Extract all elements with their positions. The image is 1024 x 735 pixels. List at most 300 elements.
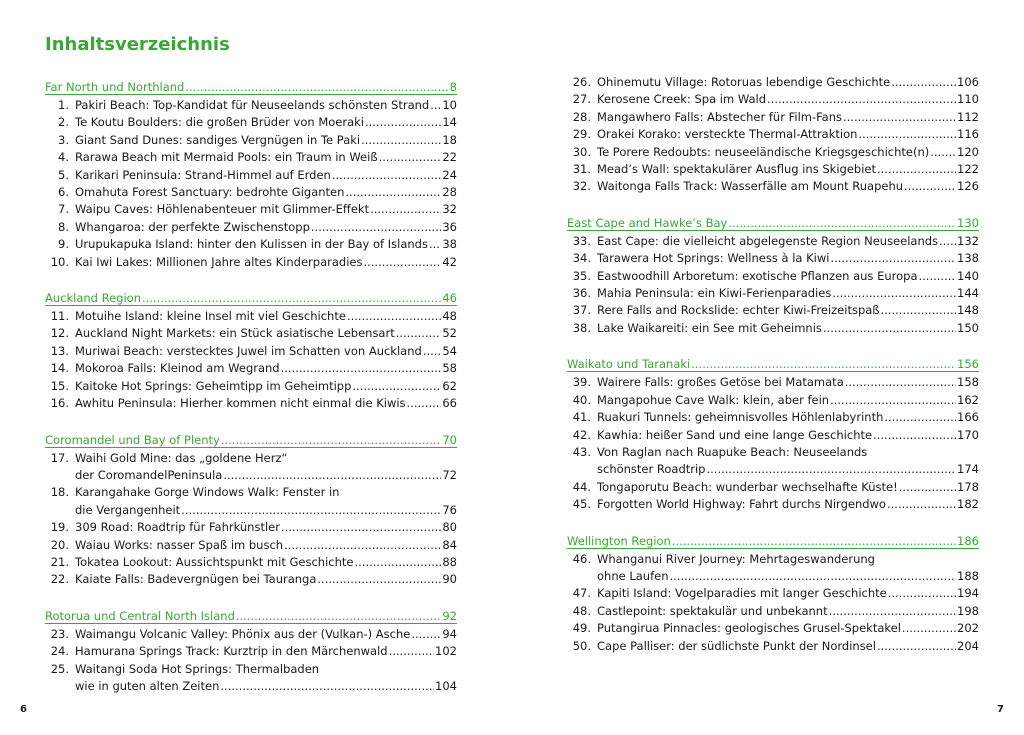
entry-title: Tongaporutu Beach: wunderbar wechselhafte Küste! bbox=[597, 479, 898, 494]
entry-line bbox=[597, 285, 979, 302]
entry-line bbox=[597, 144, 979, 161]
entry-page-number: 202 bbox=[957, 621, 979, 636]
entry-body bbox=[75, 554, 457, 571]
entry-page-number: 178 bbox=[957, 479, 979, 494]
dot-leader bbox=[873, 427, 956, 444]
entry-title: Te Koutu Boulders: die großen Brüder von Moeraki bbox=[75, 115, 364, 130]
entry-page-number: 10 bbox=[442, 98, 457, 112]
entry-page-number: 58 bbox=[442, 361, 457, 376]
entry-line bbox=[597, 603, 979, 620]
toc-entry[interactable] bbox=[45, 484, 457, 519]
entry-body bbox=[75, 626, 457, 643]
entry-body bbox=[75, 395, 457, 412]
dot-leader bbox=[361, 132, 441, 149]
toc-entry[interactable] bbox=[567, 603, 979, 620]
toc-section bbox=[45, 427, 457, 589]
entry-body bbox=[597, 250, 979, 267]
section-page-number: 8 bbox=[449, 80, 457, 94]
entry-title: Karikari Peninsula: Strand-Himmel auf Erden bbox=[75, 167, 331, 182]
dot-leader bbox=[281, 360, 442, 377]
entry-body bbox=[75, 643, 457, 660]
toc-entry[interactable] bbox=[567, 496, 979, 513]
entry-line bbox=[75, 395, 457, 412]
entry-number: 2. bbox=[58, 115, 69, 130]
section-title: Coromandel und Bay of Plenty bbox=[45, 432, 220, 447]
toc-entry[interactable] bbox=[45, 571, 457, 588]
toc-section bbox=[567, 528, 979, 655]
toc-entry[interactable] bbox=[45, 236, 457, 253]
entry-title: Pakiri Beach: Top-Kandidat für Neuseelands schönsten Strand bbox=[75, 98, 430, 112]
entry-number: 44. bbox=[572, 479, 591, 494]
entry-title: Eastwoodhill Arboretum: exotische Pflanzen aus Europa bbox=[597, 268, 918, 283]
entry-body bbox=[75, 484, 457, 519]
entry-number: 11. bbox=[50, 309, 69, 324]
entry-number: 21. bbox=[50, 554, 69, 569]
toc-column-left bbox=[45, 74, 457, 709]
entry-line bbox=[597, 320, 979, 337]
entry-body bbox=[597, 603, 979, 620]
dot-leader bbox=[423, 343, 442, 360]
entry-page-number: 188 bbox=[957, 568, 979, 583]
entry-page-number: 174 bbox=[957, 462, 979, 477]
entry-number: 19. bbox=[50, 520, 69, 535]
entry-page-number: 52 bbox=[442, 326, 457, 341]
toc-section bbox=[45, 285, 457, 412]
entry-title: Awhitu Peninsula: Hierher kommen nicht einmal die Kiwis bbox=[75, 396, 406, 411]
entry-number: 24. bbox=[50, 644, 69, 659]
toc-entry[interactable] bbox=[45, 643, 457, 660]
entry-number: 4. bbox=[58, 150, 69, 165]
entry-page-number: 76 bbox=[442, 502, 457, 517]
entry-number: 12. bbox=[50, 326, 69, 341]
entry-line bbox=[597, 427, 979, 444]
dot-leader bbox=[884, 409, 956, 426]
entry-page-number: 182 bbox=[957, 497, 979, 512]
toc-section bbox=[45, 603, 457, 696]
dot-leader bbox=[845, 374, 956, 391]
entry-number: 6. bbox=[58, 185, 69, 200]
toc-entry[interactable] bbox=[45, 554, 457, 571]
entry-number: 48. bbox=[572, 603, 591, 618]
entry-line bbox=[597, 409, 979, 426]
entry-line bbox=[75, 571, 457, 588]
entry-number: 40. bbox=[572, 392, 591, 407]
entry-page-number: 112 bbox=[957, 109, 979, 124]
dot-leader bbox=[181, 502, 441, 519]
section-heading[interactable] bbox=[567, 351, 979, 372]
toc-section bbox=[45, 74, 457, 271]
entry-number: 41. bbox=[572, 410, 591, 425]
toc-entry[interactable] bbox=[45, 201, 457, 218]
entry-page-number: 158 bbox=[957, 375, 979, 390]
entry-line bbox=[597, 496, 979, 513]
entry-body bbox=[597, 233, 979, 250]
entry-page-number: 14 bbox=[442, 115, 457, 130]
dot-leader bbox=[904, 178, 956, 195]
toc-entry[interactable] bbox=[45, 254, 457, 271]
entry-body bbox=[597, 302, 979, 319]
entry-title: Auckland Night Markets: ein Stück asiatische Lebensart bbox=[75, 326, 395, 341]
entry-body bbox=[75, 661, 457, 696]
dot-leader bbox=[881, 302, 957, 319]
dot-leader bbox=[429, 236, 441, 253]
entry-number: 35. bbox=[572, 268, 591, 283]
dot-leader bbox=[939, 233, 956, 250]
toc-entry[interactable] bbox=[45, 308, 457, 325]
entry-page-number: 80 bbox=[442, 520, 457, 535]
page-title: Inhaltsverzeichnis bbox=[45, 34, 230, 55]
entry-line bbox=[75, 343, 457, 360]
dot-leader bbox=[888, 585, 956, 602]
entry-page-number: 28 bbox=[442, 185, 457, 200]
toc-entry[interactable] bbox=[45, 360, 457, 377]
entry-number: 9. bbox=[58, 237, 69, 252]
entry-line bbox=[75, 378, 457, 395]
entry-number: 18. bbox=[50, 485, 69, 500]
dot-leader bbox=[236, 609, 441, 623]
entry-title: Forgotten World Highway: Fahrt durchs Nirgendwo bbox=[597, 497, 886, 512]
dot-leader bbox=[843, 109, 956, 126]
section-title: Auckland Region bbox=[45, 291, 141, 306]
toc-entry[interactable] bbox=[45, 184, 457, 201]
entry-line bbox=[597, 109, 979, 126]
entry-title: Karangahake Gorge Windows Walk: Fenster in bbox=[75, 485, 340, 500]
toc-entry[interactable] bbox=[45, 626, 457, 643]
entry-body bbox=[75, 537, 457, 554]
entry-line bbox=[75, 360, 457, 377]
entry-number: 27. bbox=[572, 92, 591, 107]
entry-page-number: 166 bbox=[957, 410, 979, 425]
entry-page-number: 204 bbox=[957, 638, 979, 653]
entry-body bbox=[597, 285, 979, 302]
entry-number: 31. bbox=[572, 162, 591, 177]
entry-line bbox=[597, 161, 979, 178]
entry-body bbox=[597, 585, 979, 602]
dot-leader bbox=[396, 325, 442, 342]
entry-title: die Vergangenheit bbox=[75, 502, 181, 517]
entry-page-number: 148 bbox=[957, 303, 979, 318]
section-heading[interactable] bbox=[45, 603, 457, 624]
toc-entry[interactable] bbox=[567, 161, 979, 178]
dot-leader bbox=[379, 149, 442, 166]
entry-body bbox=[75, 236, 457, 253]
dot-leader bbox=[363, 254, 441, 271]
entry-page-number: 72 bbox=[442, 467, 457, 482]
toc-entry[interactable] bbox=[567, 638, 979, 655]
entry-line bbox=[75, 254, 457, 271]
dot-leader bbox=[767, 91, 956, 108]
dot-leader bbox=[919, 268, 957, 285]
entry-title: Mangawhero Falls: Abstecher für Film-Fans bbox=[597, 109, 842, 124]
toc-entry[interactable] bbox=[567, 268, 979, 285]
entry-title: Lake Waikareiti: ein See mit Geheimnis bbox=[597, 320, 822, 335]
toc-entry[interactable] bbox=[45, 114, 457, 131]
entry-body bbox=[597, 551, 979, 586]
section-title: Rotorua und Central North Island bbox=[45, 608, 235, 623]
toc-entry[interactable] bbox=[45, 149, 457, 166]
entry-line bbox=[75, 678, 457, 695]
entry-page-number: 36 bbox=[442, 219, 457, 234]
entry-page-number: 48 bbox=[442, 309, 457, 324]
dot-leader bbox=[672, 534, 956, 548]
toc-entry[interactable] bbox=[45, 537, 457, 554]
section-heading[interactable] bbox=[567, 210, 979, 231]
entry-number: 34. bbox=[572, 251, 591, 266]
entry-title: Whanganui River Journey: Mehrtageswanderung bbox=[597, 551, 875, 566]
entry-line bbox=[75, 484, 457, 501]
entry-number: 5. bbox=[58, 167, 69, 182]
dot-leader bbox=[728, 216, 956, 230]
entry-page-number: 38 bbox=[442, 237, 457, 252]
toc-entry[interactable] bbox=[45, 97, 457, 114]
entry-title: Omahuta Forest Sanctuary: bedrohte Giganten bbox=[75, 185, 345, 200]
toc-entry[interactable] bbox=[45, 325, 457, 342]
toc-section bbox=[567, 351, 979, 513]
section-title: Far North und Northland bbox=[45, 80, 185, 94]
entry-line bbox=[75, 114, 457, 131]
dot-leader bbox=[352, 378, 441, 395]
entry-line bbox=[75, 219, 457, 236]
toc-entry[interactable] bbox=[567, 126, 979, 143]
entry-line bbox=[75, 450, 457, 467]
entry-line bbox=[597, 551, 979, 568]
entry-body bbox=[597, 74, 979, 91]
entry-page-number: 90 bbox=[442, 572, 457, 587]
entry-number: 26. bbox=[572, 75, 591, 89]
entry-page-number: 110 bbox=[957, 92, 979, 107]
entry-line bbox=[75, 97, 457, 114]
toc-entry[interactable] bbox=[567, 74, 979, 91]
toc-section bbox=[567, 210, 979, 337]
toc-entry[interactable] bbox=[567, 392, 979, 409]
entry-title: Waitonga Falls Track: Wasserfälle am Mount Ruapehu bbox=[597, 179, 904, 194]
section-heading[interactable] bbox=[45, 74, 457, 95]
toc-entry[interactable] bbox=[45, 450, 457, 485]
entry-line bbox=[597, 233, 979, 250]
entry-page-number: 162 bbox=[957, 392, 979, 407]
entry-number: 36. bbox=[572, 286, 591, 301]
entry-body bbox=[75, 343, 457, 360]
entry-number: 46. bbox=[572, 551, 591, 566]
entry-body bbox=[597, 109, 979, 126]
toc-section bbox=[567, 74, 979, 196]
entry-line bbox=[75, 201, 457, 218]
entry-line bbox=[75, 149, 457, 166]
dot-leader bbox=[430, 97, 441, 114]
dot-leader bbox=[891, 74, 956, 91]
dot-leader bbox=[887, 496, 956, 513]
entry-number: 47. bbox=[572, 586, 591, 601]
entry-number: 50. bbox=[572, 638, 591, 653]
entry-title: Ruakuri Tunnels: geheimnisvolles Höhlenlabyrinth bbox=[597, 410, 884, 425]
section-title: Waikato und Taranaki bbox=[567, 357, 691, 372]
toc-entry[interactable] bbox=[567, 302, 979, 319]
right-page bbox=[512, 0, 1024, 735]
toc-entry[interactable] bbox=[45, 132, 457, 149]
page-number-left: 6 bbox=[20, 704, 27, 715]
toc-entry[interactable] bbox=[567, 109, 979, 126]
entry-body bbox=[75, 114, 457, 131]
toc-entry[interactable] bbox=[45, 343, 457, 360]
entry-body bbox=[75, 184, 457, 201]
entry-line bbox=[597, 638, 979, 655]
toc-entry[interactable] bbox=[567, 444, 979, 479]
dot-leader bbox=[830, 250, 956, 267]
entry-number: 25. bbox=[50, 661, 69, 676]
toc-entry[interactable] bbox=[567, 427, 979, 444]
dot-leader bbox=[858, 126, 956, 143]
dot-leader bbox=[407, 395, 442, 412]
entry-body bbox=[597, 444, 979, 479]
toc-entry[interactable] bbox=[567, 479, 979, 496]
entry-line bbox=[597, 302, 979, 319]
entry-title: Waitangi Soda Hot Springs: Thermalbaden bbox=[75, 661, 320, 676]
entry-title: ohne Laufen bbox=[597, 568, 669, 583]
entry-page-number: 54 bbox=[442, 343, 457, 358]
dot-leader bbox=[332, 167, 442, 184]
entry-line bbox=[597, 178, 979, 195]
entry-title: Kerosene Creek: Spa im Wald bbox=[597, 92, 767, 107]
dot-leader bbox=[389, 643, 434, 660]
section-page-number: 70 bbox=[442, 432, 457, 447]
entry-page-number: 88 bbox=[442, 554, 457, 569]
entry-line bbox=[75, 308, 457, 325]
entry-line bbox=[75, 554, 457, 571]
toc-entry[interactable] bbox=[567, 285, 979, 302]
entry-line bbox=[597, 479, 979, 496]
toc-entry[interactable] bbox=[567, 620, 979, 637]
entry-title: Von Raglan nach Ruapuke Beach: Neuseelands bbox=[597, 444, 868, 459]
section-page-number: 130 bbox=[957, 215, 979, 230]
entry-body bbox=[75, 167, 457, 184]
dot-leader bbox=[317, 571, 441, 588]
dot-leader bbox=[370, 201, 441, 218]
toc-entry[interactable] bbox=[45, 661, 457, 696]
toc-entry[interactable] bbox=[567, 320, 979, 337]
section-page-number: 186 bbox=[957, 533, 979, 548]
dot-leader bbox=[706, 461, 956, 478]
dot-leader bbox=[877, 161, 956, 178]
toc-entry[interactable] bbox=[567, 178, 979, 195]
entry-title: Rere Falls and Rockslide: echter Kiwi-Freizeitspaß bbox=[597, 303, 880, 318]
entry-number: 30. bbox=[572, 144, 591, 159]
entry-body bbox=[75, 219, 457, 236]
entry-number: 20. bbox=[50, 537, 69, 552]
toc-entry[interactable] bbox=[45, 167, 457, 184]
entry-body bbox=[597, 638, 979, 655]
entry-body bbox=[597, 479, 979, 496]
dot-leader bbox=[354, 554, 441, 571]
entry-body bbox=[597, 392, 979, 409]
entry-page-number: 18 bbox=[442, 132, 457, 147]
entry-line bbox=[597, 392, 979, 409]
dot-leader bbox=[832, 285, 956, 302]
entry-line bbox=[75, 467, 457, 484]
entry-body bbox=[597, 178, 979, 195]
entry-number: 28. bbox=[572, 109, 591, 124]
section-heading[interactable] bbox=[45, 285, 457, 306]
section-heading[interactable] bbox=[45, 427, 457, 448]
entry-title: Mangapohue Cave Walk: klein, aber fein bbox=[597, 392, 830, 407]
entry-body bbox=[75, 254, 457, 271]
dot-leader bbox=[691, 357, 956, 371]
entry-body bbox=[75, 378, 457, 395]
dot-leader bbox=[284, 537, 441, 554]
entry-title: Putangirua Pinnacles: geologisches Grusel-Spektakel bbox=[597, 621, 901, 636]
entry-body bbox=[75, 149, 457, 166]
entry-line bbox=[75, 537, 457, 554]
toc-entry[interactable] bbox=[567, 91, 979, 108]
entry-body bbox=[75, 325, 457, 342]
entry-number: 45. bbox=[572, 497, 591, 512]
entry-title: Kapiti Island: Vogelparadies mit langer Geschichte bbox=[597, 586, 887, 601]
dot-leader bbox=[670, 568, 957, 585]
section-page-number: 46 bbox=[442, 291, 457, 306]
entry-page-number: 150 bbox=[957, 320, 979, 335]
entry-title: Waiau Works: nasser Spaß im busch bbox=[75, 537, 284, 552]
entry-page-number: 42 bbox=[442, 254, 457, 269]
toc-entry[interactable] bbox=[45, 519, 457, 536]
toc-entry[interactable] bbox=[567, 585, 979, 602]
dot-leader bbox=[899, 479, 956, 496]
toc-entry[interactable] bbox=[567, 250, 979, 267]
dot-leader bbox=[902, 620, 956, 637]
entry-title: Muriwai Beach: verstecktes Juwel im Schatten von Auckland bbox=[75, 343, 422, 358]
toc-entry[interactable] bbox=[567, 374, 979, 391]
entry-page-number: 24 bbox=[442, 167, 457, 182]
entry-title: Kawhia: heißer Sand und eine lange Geschichte bbox=[597, 427, 873, 442]
entry-number: 15. bbox=[50, 378, 69, 393]
entry-title: Hamurana Springs Track: Kurztrip in den Märchenwald bbox=[75, 644, 388, 659]
toc-entry[interactable] bbox=[567, 233, 979, 250]
entry-page-number: 132 bbox=[957, 233, 979, 248]
toc-entry[interactable] bbox=[45, 378, 457, 395]
entry-title: Tokatea Lookout: Aussichtspunkt mit Geschichte bbox=[75, 554, 354, 569]
entry-page-number: 104 bbox=[435, 678, 457, 693]
toc-entry[interactable] bbox=[45, 219, 457, 236]
entry-page-number: 198 bbox=[957, 603, 979, 618]
section-heading[interactable] bbox=[567, 528, 979, 549]
toc-entry[interactable] bbox=[45, 395, 457, 412]
entry-page-number: 22 bbox=[442, 150, 457, 165]
dot-leader bbox=[823, 320, 956, 337]
entry-line bbox=[75, 167, 457, 184]
entry-page-number: 84 bbox=[442, 537, 457, 552]
dot-leader bbox=[830, 392, 956, 409]
entry-line bbox=[597, 250, 979, 267]
entry-number: 38. bbox=[572, 320, 591, 335]
toc-entry[interactable] bbox=[567, 144, 979, 161]
entry-line bbox=[75, 325, 457, 342]
entry-line bbox=[75, 236, 457, 253]
entry-body bbox=[597, 144, 979, 161]
entry-title: Kaitoke Hot Springs: Geheimtipp im Geheimtipp bbox=[75, 378, 352, 393]
dot-leader bbox=[411, 626, 441, 643]
entry-body bbox=[597, 91, 979, 108]
toc-entry[interactable] bbox=[567, 551, 979, 586]
entry-title: Te Porere Redoubts: neuseeländische Kriegsgeschichte(n) bbox=[597, 144, 930, 159]
entry-body bbox=[75, 571, 457, 588]
entry-line bbox=[75, 132, 457, 149]
entry-title: Tarawera Hot Springs: Wellness à la Kiwi bbox=[597, 251, 830, 266]
entry-line bbox=[597, 126, 979, 143]
toc-entry[interactable] bbox=[567, 409, 979, 426]
dot-leader bbox=[221, 433, 442, 447]
entry-body bbox=[75, 97, 457, 114]
entry-line bbox=[597, 620, 979, 637]
entry-body bbox=[597, 496, 979, 513]
entry-page-number: 66 bbox=[442, 396, 457, 411]
